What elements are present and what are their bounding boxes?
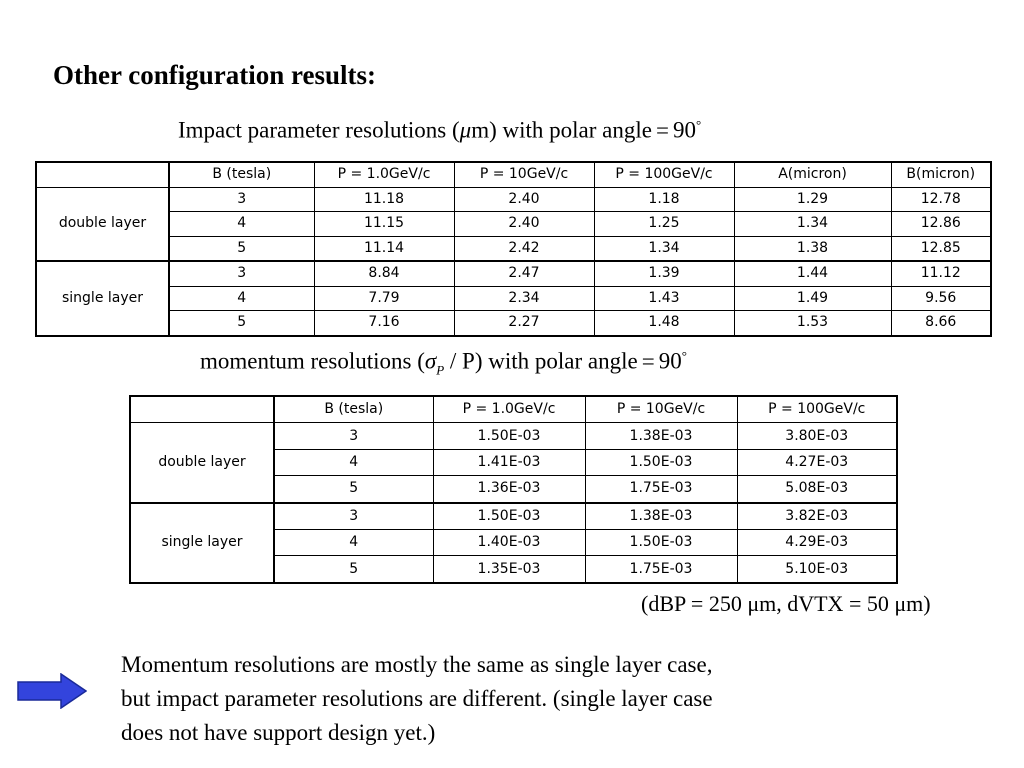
table-cell: 9.56 [891,286,991,311]
table-cell: 3 [169,187,314,212]
momentum-caption-subscript: P [436,362,445,378]
table-cell: 5 [169,311,314,336]
table-cell: 4 [274,529,433,555]
table-cell: 4 [169,286,314,311]
momentum-caption-prefix: momentum resolutions ( [200,348,425,374]
table-cell: 1.35E-03 [433,556,585,583]
table-cell: 4.27E-03 [737,449,897,475]
column-header: P = 10GeV/c [454,162,594,187]
momentum-caption-sigma: σ [424,348,437,374]
column-header [130,396,274,423]
table-cell: 2.40 [454,212,594,237]
table-cell: 1.39 [594,261,734,286]
conclusion-line: Momentum resolutions are mostly the same as single layer case, [121,652,713,677]
table-cell: 1.34 [734,212,891,237]
table-cell: 4.29E-03 [737,529,897,555]
table-cell: 1.50E-03 [585,449,737,475]
table-row [130,503,897,530]
group-label: single layer [130,503,274,583]
table-cell: 12.86 [891,212,991,237]
column-header [36,162,169,187]
table-header-row [130,396,897,423]
column-header: P = 1.0GeV/c [314,162,454,187]
table-cell: 1.18 [594,187,734,212]
table-cell: 5.10E-03 [737,556,897,583]
table-header-row [36,162,991,187]
table-cell: 1.50E-03 [585,529,737,555]
right-arrow-icon [17,673,87,709]
table-cell: 1.36E-03 [433,476,585,503]
table-cell: 2.27 [454,311,594,336]
table-cell: 11.18 [314,187,454,212]
table-row [36,236,991,261]
table-cell: 1.29 [734,187,891,212]
table-cell: 1.50E-03 [433,423,585,449]
column-header: P = 100GeV/c [737,396,897,423]
table-cell: 1.38E-03 [585,423,737,449]
table-cell: 5.08E-03 [737,476,897,503]
impact-caption-mu: μ [459,117,472,143]
table-cell: 12.78 [891,187,991,212]
table-cell: 1.75E-03 [585,476,737,503]
table-row [36,212,991,237]
impact-caption-prefix: Impact parameter resolutions ( [178,117,460,143]
conclusion-line: but impact parameter resolutions are different. (single layer case [121,686,713,711]
table-cell: 5 [169,236,314,261]
table-cell: 8.84 [314,261,454,286]
conclusion-text [121,648,881,750]
table-cell: 1.75E-03 [585,556,737,583]
momentum-caption-angle: 90 [658,348,682,374]
column-header: P = 1.0GeV/c [433,396,585,423]
table-cell: 3 [169,261,314,286]
table-cell: 3 [274,423,433,449]
table-cell: 3 [274,503,433,530]
column-header: B (tesla) [169,162,314,187]
table-cell: 2.42 [454,236,594,261]
table-cell: 1.41E-03 [433,449,585,475]
table-row [36,311,991,336]
table-cell: 4 [274,449,433,475]
table-cell: 1.53 [734,311,891,336]
table-cell: 3.82E-03 [737,503,897,530]
parameter-note: (dBP = 250 μm, dVTX = 50 μm) [641,591,931,616]
table-cell: 11.12 [891,261,991,286]
table-cell: 5 [274,476,433,503]
impact-caption [178,117,701,144]
impact-parameter-table [35,161,992,337]
table-cell: 11.15 [314,212,454,237]
table-row [36,286,991,311]
table-cell: 1.25 [594,212,734,237]
column-header: P = 100GeV/c [594,162,734,187]
column-header: B(micron) [891,162,991,187]
table-row [36,187,991,212]
conclusion-line: does not have support design yet.) [121,720,436,745]
impact-caption-degree: ° [695,117,702,132]
table-cell: 12.85 [891,236,991,261]
table-cell: 1.43 [594,286,734,311]
table-cell: 1.38 [734,236,891,261]
table-cell: 1.40E-03 [433,529,585,555]
table-cell: 7.79 [314,286,454,311]
table-cell: 2.34 [454,286,594,311]
momentum-resolution-table [129,395,898,584]
impact-caption-mid: m) with polar angle [471,117,652,143]
slide-title: Other configuration results: [53,60,376,90]
table-cell: 1.44 [734,261,891,286]
table-cell: 1.48 [594,311,734,336]
table-cell: 1.50E-03 [433,503,585,530]
table-cell: 11.14 [314,236,454,261]
momentum-caption [200,348,687,378]
table-row [36,261,991,286]
momentum-caption-degree: ° [681,348,687,363]
column-header: B (tesla) [274,396,433,423]
momentum-caption-equals: = [641,348,655,374]
momentum-caption-mid: / P) with polar angle [444,348,638,374]
group-label: double layer [130,423,274,503]
group-label: double layer [36,187,169,261]
table-cell: 1.49 [734,286,891,311]
table-cell: 2.47 [454,261,594,286]
group-label: single layer [36,261,169,336]
table-cell: 1.38E-03 [585,503,737,530]
table-cell: 5 [274,556,433,583]
table-cell: 7.16 [314,311,454,336]
table-cell: 3.80E-03 [737,423,897,449]
column-header: P = 10GeV/c [585,396,737,423]
impact-caption-equals: = [655,117,669,143]
table-cell: 2.40 [454,187,594,212]
impact-caption-angle: 90 [672,117,696,143]
table-cell: 1.34 [594,236,734,261]
table-row [130,423,897,449]
table-cell: 4 [169,212,314,237]
table-cell: 8.66 [891,311,991,336]
column-header: A(micron) [734,162,891,187]
